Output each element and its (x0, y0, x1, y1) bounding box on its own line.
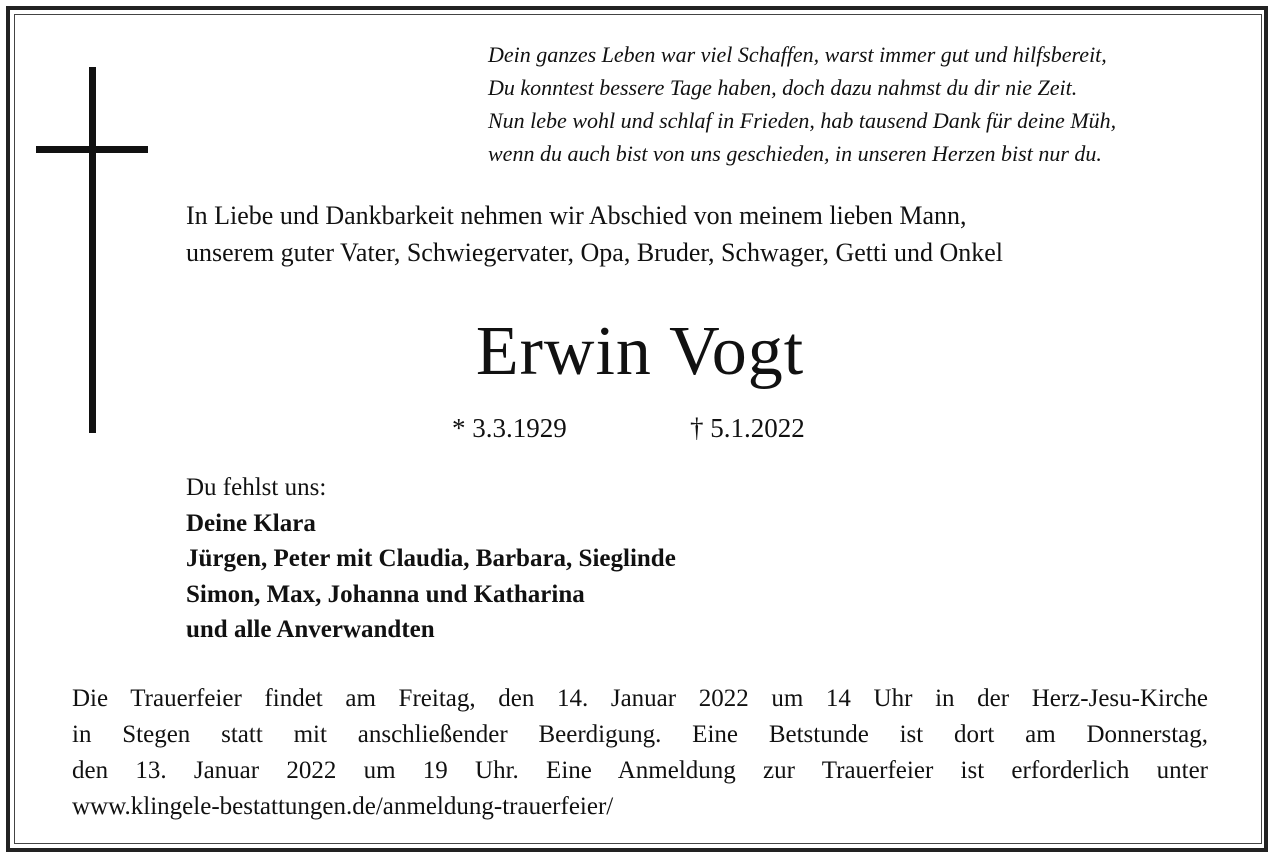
ceremony-notice (72, 681, 1208, 825)
cross-horizontal-bar (36, 146, 148, 153)
poem-line: Nun lebe wohl und schlaf in Frieden, hab tausend Dank für deine Müh, (488, 108, 1117, 133)
mourner-name: und alle Anverwandten (186, 616, 435, 643)
poem-line: wenn du auch bist von uns geschieden, in unseren Herzen bist nur du. (488, 141, 1102, 166)
mourners-block (186, 470, 676, 648)
ceremony-line: in Stegen statt mit anschließender Beerdigung. Eine Betstunde ist dort am Donnerstag, (72, 721, 1208, 748)
mourner-name: Simon, Max, Johanna und Katharina (186, 580, 585, 608)
death-date: † 5.1.2022 (690, 413, 805, 443)
poem-line: Dein ganzes Leben war viel Schaffen, warst immer gut und hilfsbereit, (488, 42, 1107, 67)
poem-line: Du konntest bessere Tage haben, doch dazu nahmst du dir nie Zeit. (488, 75, 1078, 100)
mourner-name: Jürgen, Peter mit Claudia, Barbara, Sieglinde (186, 545, 676, 572)
deceased-name: Erwin Vogt (475, 313, 805, 390)
registration-link[interactable]: www.klingele-bestattungen.de/anmeldung-trauerfeier/ (72, 793, 614, 820)
mourner-name: Deine Klara (186, 509, 316, 537)
birth-date: * 3.3.1929 (452, 413, 567, 443)
memorial-poem (488, 38, 1248, 170)
ceremony-line: Die Trauerfeier findet am Freitag, den 14. Januar 2022 um 14 Uhr in der Herz-Jesu-Kirche (72, 685, 1208, 712)
intro-line: unserem guter Vater, Schwiegervater, Opa, Bruder, Schwager, Getti und Onkel (186, 238, 1003, 267)
farewell-intro (186, 197, 1246, 271)
mourners-intro: Du fehlst uns: (186, 474, 327, 501)
ceremony-line: den 13. Januar 2022 um 19 Uhr. Eine Anmeldung zur Trauerfeier ist erforderlich unter (72, 757, 1208, 784)
intro-line: In Liebe und Dankbarkeit nehmen wir Abschied von meinem lieben Mann, (186, 201, 967, 230)
